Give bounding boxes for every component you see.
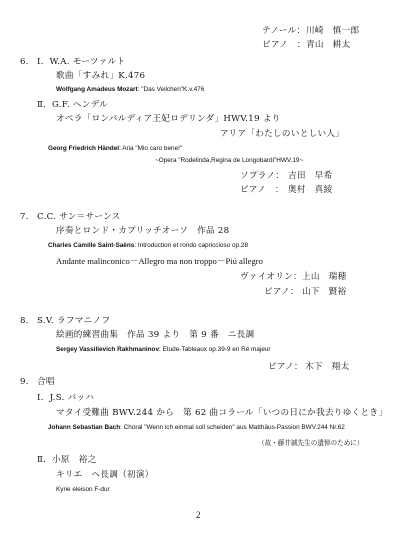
work-title-en	[48, 425, 345, 431]
composer-name: Johann Sebastian Bach	[48, 424, 121, 431]
item-heading: 合唱	[37, 377, 55, 387]
dedication-note: （故・藤井誠先生の遺悼のために）	[258, 439, 364, 447]
page-number: 2	[196, 510, 201, 520]
work-title-jp-sub: アリア「わたしのいとしい人」	[220, 129, 345, 139]
credit-name: 木下 翔太	[305, 362, 350, 372]
item-number: 6．	[20, 57, 35, 67]
work-title-jp: 歌曲「すみれ」K.476	[56, 71, 146, 81]
work-title-jp: オペラ「ロンバルディア王妃ロデリンダ」HWV.19 より	[56, 114, 281, 124]
credit-role: テノール：	[262, 26, 306, 36]
work-name: : Aria "Mio caro bene!"	[119, 145, 183, 152]
item-number: 7．	[20, 212, 35, 222]
item-number: 9．	[20, 377, 35, 387]
work-name: : Etude-Tableaux op.39-9 en Ré majeur	[159, 346, 271, 353]
work-title-jp: 絵画的練習曲集 作品 39 より 第 9 番 ニ長調	[56, 330, 255, 340]
tempo-marking: Andante malinconico－Allegro ma non troppo－Piú allegro	[56, 256, 263, 266]
work-title-en	[48, 146, 182, 152]
item-number: 8．	[20, 316, 35, 326]
work-name: : Choral "Wenn ich einmal soll scheiden" aus Matthäus-Passion BWV.244 Nr.62	[120, 424, 345, 431]
work-title-en	[48, 243, 248, 249]
work-title-en-sub: ~Opera "Rodelinda,Regina de Longobardi"HWV.19~	[155, 157, 304, 164]
credit-name: 川崎 慎一郎	[306, 26, 360, 36]
credit-name: 山下 賢裕	[302, 287, 347, 297]
work-title-jp: マタイ受難曲 BWV.244 から 第 62 曲コラール「いつの日にか我去りゆくとき」	[56, 408, 388, 418]
credit-role: ピアノ：	[264, 287, 299, 297]
work-title-en	[56, 347, 271, 353]
composer-name: Sergey Vassilievich Rakhmaninov	[56, 346, 160, 353]
work-title-jp: 序奏とロンド・カプリッチオーソ 作品 28	[56, 226, 230, 236]
credit-role: ソプラノ：	[240, 171, 285, 181]
item-heading: Ⅱ．小原 裕之	[37, 455, 97, 465]
work-name: : "Das Veilchen"K.v.476	[137, 86, 205, 93]
item-heading: S.V. ラフマニノフ	[37, 316, 111, 326]
item-heading: C.C. サン＝サーンス	[37, 212, 121, 222]
credit-name: 青山 耕太	[306, 40, 351, 50]
item-heading: Ⅱ．G.F. ヘンデル	[37, 100, 109, 110]
credit-name: 吉田 早希	[288, 171, 333, 181]
credit-role: ピアノ ：	[240, 185, 284, 195]
work-title-en: Kyrie eleison F-dur	[56, 486, 110, 493]
composer-name: Wolfgang Amadeus Mozart	[56, 86, 138, 93]
credit-name: 上山 瑞穂	[302, 272, 347, 282]
composer-name: Georg Friedrich Händel	[48, 145, 120, 152]
credit-role: ピアノ ：	[262, 40, 306, 50]
work-title-en	[56, 87, 204, 93]
composer-name: Charles Camille Saint-Saëns	[48, 242, 135, 249]
credit-name: 奥村 真綾	[288, 185, 333, 195]
work-name: : Introduction et rondo capriccioso op.28	[134, 242, 248, 249]
item-heading: Ⅰ．W.A. モーツァルト	[37, 57, 126, 67]
credit-role: ピアノ：	[268, 362, 303, 372]
work-title-jp: キリエ ヘ長調（初演）	[56, 470, 154, 480]
item-heading: Ⅰ．J.S. バッハ	[37, 393, 95, 403]
credit-role: ヴァイオリン：	[240, 272, 302, 282]
